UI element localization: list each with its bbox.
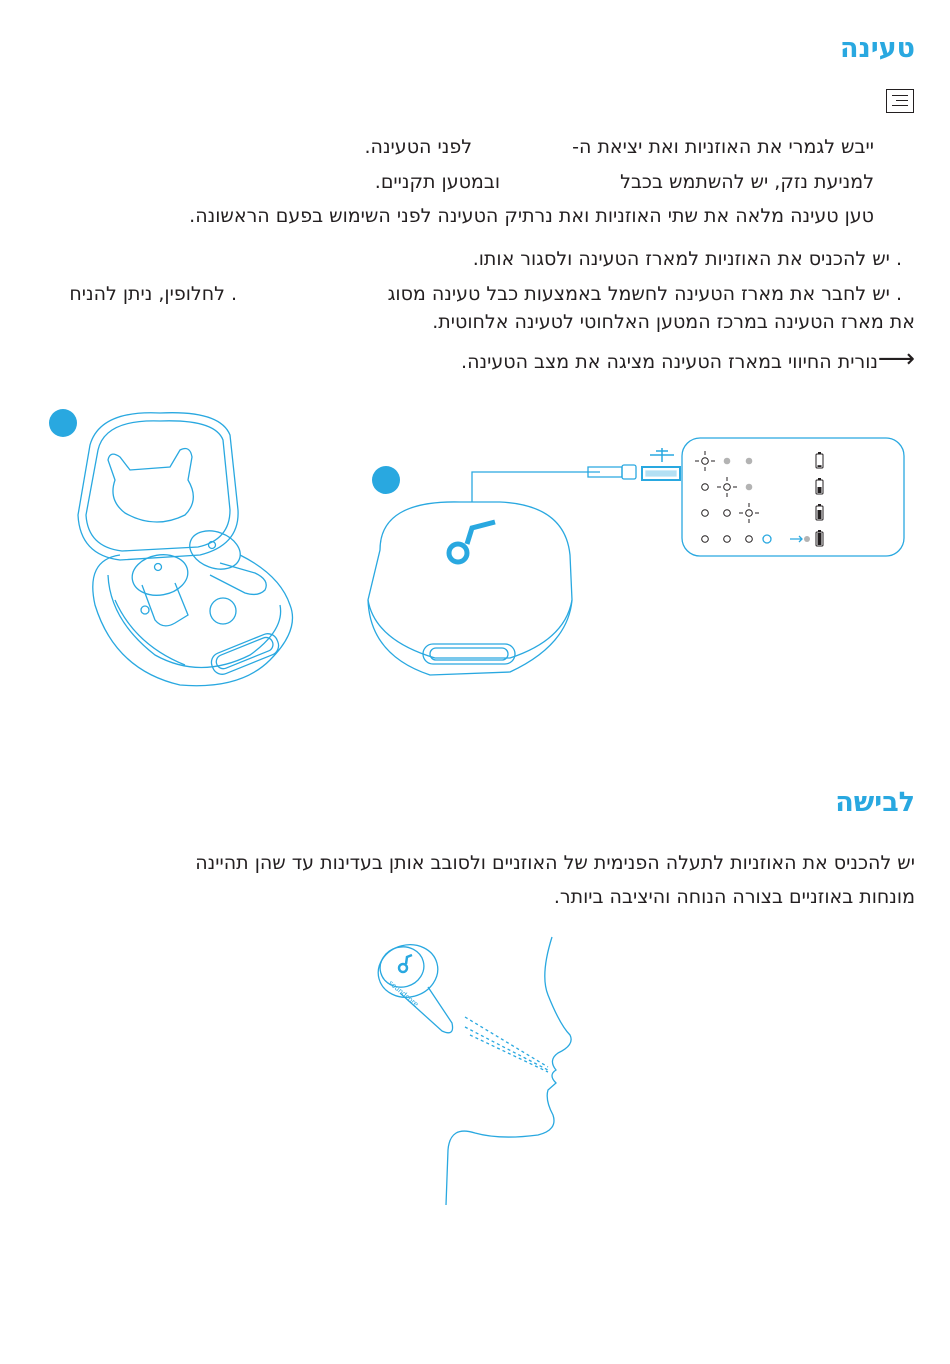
charging-title: טעינה [839, 33, 915, 64]
step-2b: . לחלופין, ניתן להניח [69, 283, 237, 305]
wearing-title: לבישה [835, 787, 915, 818]
note-line-2b: ובמטען תקניים. [374, 171, 500, 193]
wearing-illustration [370, 935, 590, 1210]
arrow-icon [790, 536, 802, 542]
step-1: . יש להכניס את האוזניות למארז הטעינה ולסגור אותו. [472, 248, 902, 270]
wearing-line-2: מונחות באוזניים בצורה הנוחה והיציבה ביותר. [553, 886, 915, 908]
step-2c: את מארז הטעינה במרכז המטען האלחוטי לטעינה אלחוטית. [432, 311, 915, 333]
battery-level [818, 487, 822, 493]
note-icon [886, 89, 914, 113]
brand-text: soundcore [386, 978, 420, 1009]
note-line-1a: ייבש לגמרי את האוזניות ואת יציאת ה- [572, 136, 874, 158]
led-indicator [746, 510, 753, 517]
led-indicator [746, 536, 753, 543]
clock-icon [763, 535, 771, 543]
battery-cap [818, 504, 821, 506]
battery-level [818, 510, 822, 519]
led-indicator [702, 484, 709, 491]
indicator-text: נורית החיווי במארז הטעינה מציגה את מצב הטעינה. [461, 351, 878, 373]
closed-case-illustration [360, 440, 690, 680]
note-line-1b: לפני הטעינה. [364, 136, 472, 158]
led-indicator [746, 458, 753, 465]
arrow-right-icon: ⟶ [877, 344, 915, 374]
led-indicator [804, 536, 810, 542]
open-case-illustration [60, 405, 310, 700]
battery-level [818, 533, 822, 545]
led-indicator [724, 458, 731, 465]
led-indicator [702, 510, 709, 517]
battery-cap [818, 478, 821, 480]
led-indicator [702, 458, 709, 465]
led-indicator [724, 536, 731, 543]
battery-cap [818, 530, 821, 532]
led-indicator [724, 510, 731, 517]
note-line-3: טען טעינה מלאה את שתי האוזניות ואת נרתיק הטעינה לפני השימוש בפעם הראשונה. [189, 205, 874, 227]
led-status-panel [680, 436, 906, 560]
led-indicator [724, 484, 731, 491]
battery-cap [818, 452, 821, 454]
led-indicator [746, 484, 753, 491]
wearing-line-1: יש להכניס את האוזניות לתעלה הפנימית של האוזניים ולסובב אותן בעדינות עד שהן תהיינה [195, 852, 915, 874]
step-2a: . יש לחבר את מארז הטעינה לחשמל באמצעות כבל טעינה מסוג [387, 283, 902, 305]
battery-level [818, 465, 822, 467]
led-indicator [702, 536, 709, 543]
note-line-2a: למניעת נזק, יש להשתמש בכבל [620, 171, 874, 193]
